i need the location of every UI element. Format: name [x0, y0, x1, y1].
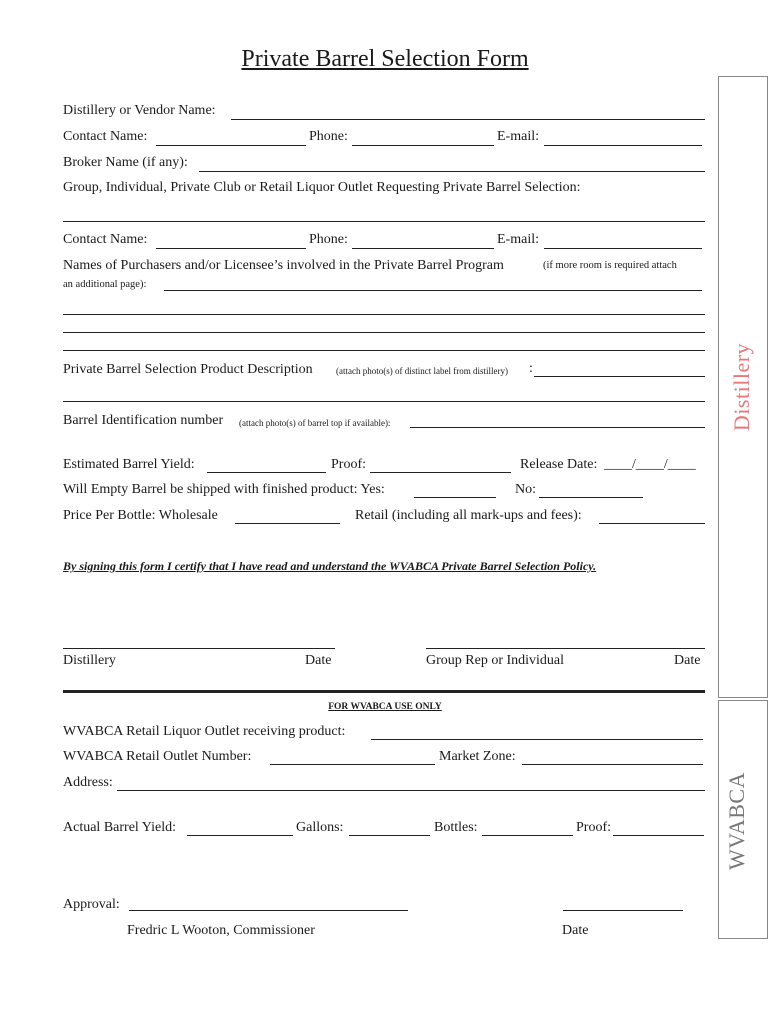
office-proof-label: Proof: [576, 820, 611, 835]
purchasers-note-cont: an additional page): [63, 279, 147, 290]
retail-price-label: Retail (including all mark-ups and fees): [355, 508, 582, 523]
purchasers-note: (if more room is required attach [543, 260, 677, 271]
purchasers-field-2[interactable] [63, 314, 705, 315]
distillery-date-label: Date [305, 653, 332, 668]
product-description-colon: : [529, 361, 533, 376]
empty-barrel-no-label: No: [515, 482, 536, 497]
bottles-field[interactable] [482, 835, 573, 836]
empty-barrel-no-field[interactable] [539, 497, 643, 498]
approval-date-field[interactable] [563, 910, 683, 911]
market-zone-field[interactable] [522, 764, 703, 765]
purchasers-field-4[interactable] [63, 350, 705, 351]
contact-name-label: Contact Name: [63, 129, 148, 144]
barrel-id-label: Barrel Identification number [63, 413, 224, 428]
phone-field[interactable] [352, 145, 494, 146]
contact-name-label-2: Contact Name: [63, 232, 148, 247]
purchasers-field-3[interactable] [63, 332, 705, 333]
group-date-label: Date [674, 653, 701, 668]
wvabca-side-tab-label: WVABCA [724, 772, 749, 870]
proof-label: Proof: [331, 457, 366, 472]
group-signature-field[interactable] [426, 648, 705, 649]
email-field[interactable] [544, 145, 702, 146]
wholesale-price-field[interactable] [235, 523, 340, 524]
address-label: Address: [63, 775, 113, 790]
gallons-field[interactable] [349, 835, 430, 836]
barrel-id-field[interactable] [410, 427, 705, 428]
estimated-yield-label: Estimated Barrel Yield: [63, 457, 195, 472]
distillery-vendor-label: Distillery or Vendor Name: [63, 103, 216, 118]
outlet-number-label: WVABCA Retail Outlet Number: [63, 749, 252, 764]
distillery-side-tab-label: Distillery [729, 342, 754, 432]
address-field[interactable] [117, 790, 705, 791]
contact-name-field-2[interactable] [156, 248, 306, 249]
group-label: Group, Individual, Private Club or Retail Liquor Outlet Requesting Private Barrel Selection: [63, 180, 581, 195]
retail-price-field[interactable] [599, 523, 705, 524]
wholesale-price-label: Price Per Bottle: Wholesale [63, 508, 218, 523]
broker-field[interactable] [199, 171, 705, 172]
actual-yield-field[interactable] [187, 835, 293, 836]
office-proof-field[interactable] [613, 835, 704, 836]
distillery-vendor-field[interactable] [231, 119, 705, 120]
release-date-label: Release Date: [520, 457, 598, 472]
phone-label-2: Phone: [309, 232, 348, 247]
product-description-label: Private Barrel Selection Product Description [63, 362, 313, 377]
approval-signature-field[interactable] [129, 910, 408, 911]
outlet-receiving-field[interactable] [371, 739, 703, 740]
group-signature-label: Group Rep or Individual [426, 653, 565, 668]
purchasers-field-1[interactable] [164, 290, 702, 291]
market-zone-label: Market Zone: [439, 749, 516, 764]
estimated-yield-field[interactable] [207, 472, 326, 473]
certification-statement: By signing this form I certify that I have read and understand the WVABCA Private Barrel Selection Policy. [63, 559, 597, 573]
contact-name-field[interactable] [156, 145, 306, 146]
bottles-label: Bottles: [434, 820, 478, 835]
form-title: Private Barrel Selection Form [241, 46, 529, 72]
empty-barrel-yes-field[interactable] [414, 497, 496, 498]
commissioner-name: Fredric L Wooton, Commissioner [127, 923, 315, 938]
section-divider [63, 690, 705, 693]
product-description-field-2[interactable] [63, 401, 705, 402]
outlet-number-field[interactable] [270, 764, 435, 765]
email-field-2[interactable] [544, 248, 702, 249]
release-date-field[interactable]: ____/____/____ [604, 457, 696, 472]
email-label: E-mail: [497, 129, 539, 144]
phone-field-2[interactable] [352, 248, 494, 249]
gallons-label: Gallons: [296, 820, 344, 835]
proof-field[interactable] [370, 472, 511, 473]
purchasers-label: Names of Purchasers and/or Licensee’s involved in the Private Barrel Program [63, 258, 504, 273]
email-label-2: E-mail: [497, 232, 539, 247]
product-description-field[interactable] [534, 376, 705, 377]
actual-yield-label: Actual Barrel Yield: [63, 820, 176, 835]
office-use-header: FOR WVABCA USE ONLY [328, 702, 442, 712]
approval-label: Approval: [63, 897, 120, 912]
approval-date-label: Date [562, 923, 589, 938]
group-field[interactable] [63, 221, 705, 222]
broker-label: Broker Name (if any): [63, 155, 188, 170]
barrel-id-note: (attach photo(s) of barrel top if available): [239, 418, 391, 428]
distillery-signature-label: Distillery [63, 653, 116, 668]
empty-barrel-label: Will Empty Barrel be shipped with finished product: Yes: [63, 482, 385, 497]
distillery-signature-field[interactable] [63, 648, 335, 649]
outlet-receiving-label: WVABCA Retail Liquor Outlet receiving product: [63, 724, 346, 739]
phone-label: Phone: [309, 129, 348, 144]
product-description-note: (attach photo(s) of distinct label from distillery) [336, 366, 508, 376]
